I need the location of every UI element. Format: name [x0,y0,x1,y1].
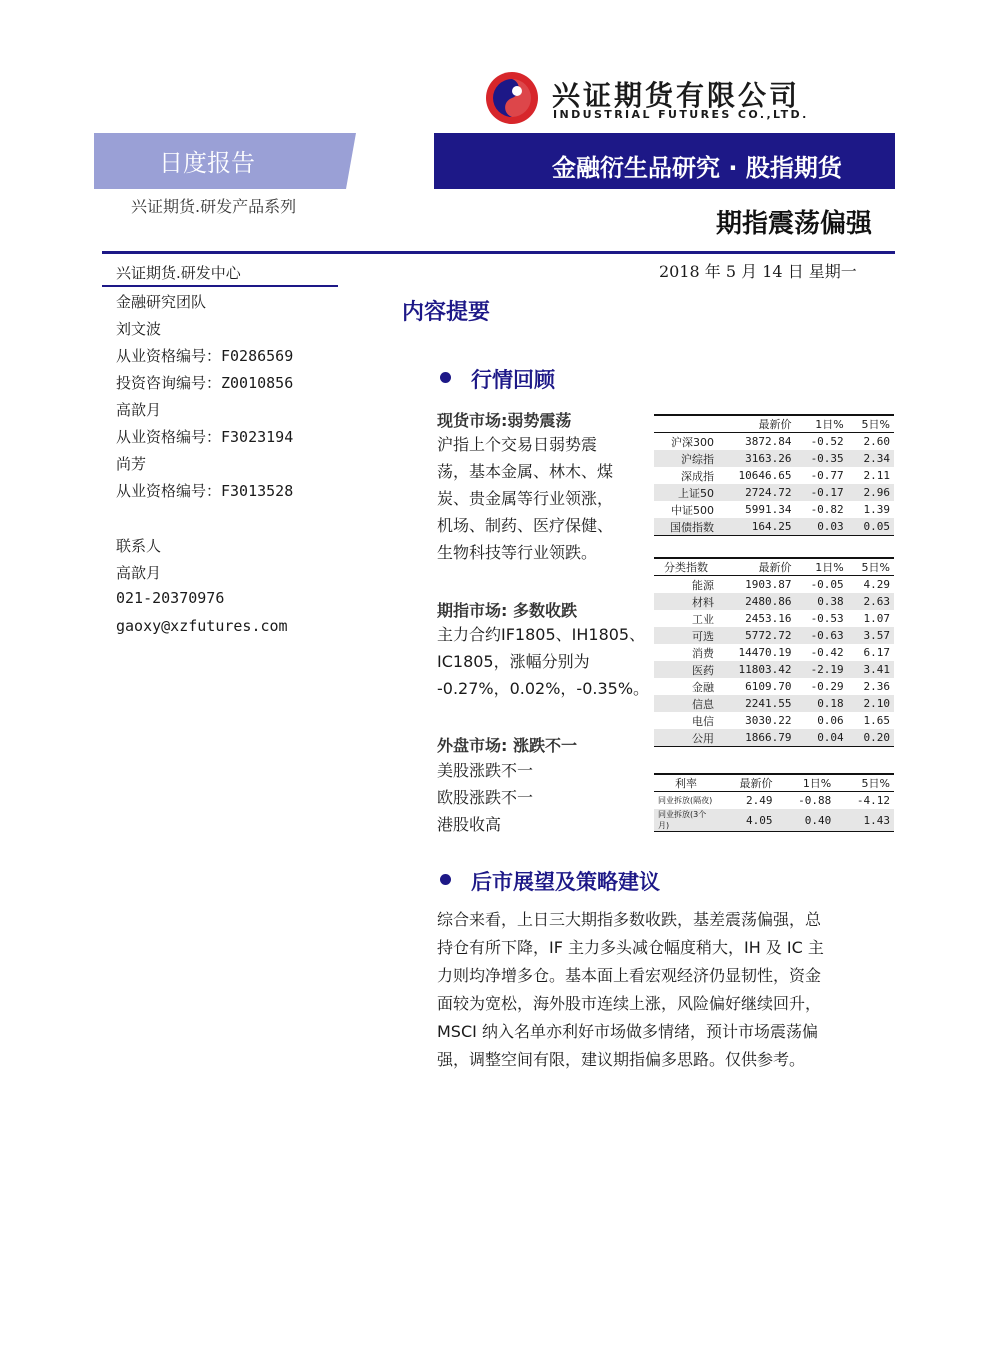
table-cell: -0.63 [795,627,847,644]
table-cell: 1.43 [835,809,894,832]
table-header: 利率 [654,774,718,792]
table-cell: 1.65 [863,714,890,727]
divider [102,285,338,287]
table-cell: -0.42 [810,646,844,659]
table-cell: 14470.19 [738,646,792,659]
table-cell: -0.88 [798,794,832,807]
analyst-name: 刘文波 [116,320,162,338]
bullet-icon [440,874,451,885]
table-cell: 3030.22 [745,714,792,727]
row-label: 工业 [692,612,714,626]
table-cell: 2.11 [863,469,890,482]
bullet-icon [440,372,451,383]
spot-market-head: 现货市场:弱势震荡 [437,411,572,430]
table-cell: 2.63 [848,593,894,610]
row-label: 同业拆放(隔夜) [658,796,713,805]
report-date: 2018 年 5 月 14 日 星期一 [659,262,857,281]
table-row [654,712,894,729]
table-cell: 3163.26 [718,450,795,467]
table-header: 1日% [795,558,847,576]
qualification-number: 从业资格编号：F3013528 [116,482,294,500]
table-cell: 0.40 [777,809,836,832]
table-cell: 0.04 [795,729,847,747]
contact-email[interactable]: gaoxy@xzfutures.com [116,617,288,635]
table-row [654,729,894,747]
table-row [654,501,894,518]
index-table [654,414,894,536]
table-cell: 1.39 [863,503,890,516]
row-label: 信息 [654,695,718,712]
table-cell: -0.17 [795,484,847,501]
divider [102,251,895,254]
table-cell: -0.82 [810,503,844,516]
table-row [654,678,894,695]
row-label: 材料 [654,593,718,610]
row-label: 同业拆放(3个月) [654,809,718,832]
table-row [654,809,894,832]
table-header: 分类指数 [654,558,718,576]
row-label: 能源 [692,578,714,592]
table-cell: 2.10 [848,695,894,712]
table-row [654,661,894,678]
table-row [654,576,894,594]
table-cell: 5772.72 [718,627,795,644]
table-cell: 5991.34 [745,503,792,516]
table-row [654,792,894,810]
row-label: 电信 [692,714,714,728]
page-title: 期指震荡偏强 [716,209,873,239]
table-header: 5日% [835,774,894,792]
row-label: 国债指数 [654,518,718,536]
spot-market-text: 沪指上个交易日弱势震 荡，基本金属、林木、煤 炭、贵金属等行业领涨， 机场、制药、医疗保健、 生物科技等行业领跌。 [437,435,614,562]
section-title: 后市展望及策略建议 [471,870,660,894]
section-title: 行情回顾 [471,368,555,392]
table-cell: 2480.86 [718,593,795,610]
rates-table [654,773,894,832]
table-cell: 2724.72 [718,484,795,501]
table-cell: 11803.42 [718,661,795,678]
table-header: 最新价 [718,774,777,792]
table-cell: 2.34 [848,450,894,467]
row-label: 消费 [692,646,714,660]
table-row [654,467,894,484]
table-row [654,450,894,467]
row-label: 沪综指 [654,450,718,467]
table-header [654,415,718,433]
table-cell: 2.60 [863,435,890,448]
table-cell: 0.18 [795,695,847,712]
table-cell: -4.12 [856,794,890,807]
table-cell: -0.35 [795,450,847,467]
table-cell: 3.41 [848,661,894,678]
table-cell: 2.96 [848,484,894,501]
table-header: 1日% [777,774,836,792]
report-type: 日度报告 [159,149,255,177]
team-name: 金融研究团队 [116,293,207,311]
table-cell: 2.49 [746,794,773,807]
table-cell: -0.53 [810,612,844,625]
table-cell: 4.29 [863,578,890,591]
table-row [654,433,894,451]
futures-market-text: 主力合约IF1805、IH1805、 IC1805，涨幅分别为 -0.27%，0.02%，-0.35%。 [437,625,650,698]
table-row [654,484,894,501]
table-cell: 3.57 [848,627,894,644]
table-row [654,610,894,627]
row-label: 金融 [692,680,714,694]
company-name-cn: 兴证期货有限公司 [552,79,801,112]
table-header: 最新价 [718,558,795,576]
foreign-market-text: 美股涨跌不一 欧股涨跌不一 港股收高 [437,761,534,834]
table-cell: 6109.70 [745,680,792,693]
table-header: 1日% [795,415,847,433]
analyst-name: 尚芳 [116,455,147,473]
contact-label: 联系人 [116,537,162,555]
company-logo-icon [485,71,539,125]
banner-title: 金融衍生品研究 · 股指期货 [552,154,842,182]
table-cell: 6.17 [863,646,890,659]
table-cell: 1.07 [863,612,890,625]
row-label: 可选 [654,627,718,644]
table-cell: -0.52 [810,435,844,448]
row-label: 公用 [654,729,718,747]
summary-title: 内容提要 [402,300,491,325]
research-center: 兴证期货.研发中心 [116,264,241,282]
row-label: 上证50 [654,484,718,501]
analyst-name: 高歆月 [116,401,162,419]
table-row [654,627,894,644]
table-row [654,644,894,661]
table-cell: 0.20 [848,729,894,747]
row-label: 沪深300 [671,435,714,449]
table-cell: -2.19 [795,661,847,678]
table-cell: 0.06 [817,714,844,727]
product-series: 兴证期货.研发产品系列 [131,197,297,216]
table-row [654,695,894,712]
table-header: 5日% [848,558,894,576]
contact-name: 高歆月 [116,564,162,582]
table-cell: 164.25 [718,518,795,536]
contact-phone: 021-20370976 [116,589,225,607]
table-cell: -0.05 [810,578,844,591]
table-cell: 0.05 [848,518,894,536]
consulting-number: 投资咨询编号：Z0010856 [116,374,294,392]
row-label: 医药 [654,661,718,678]
table-cell: 10646.65 [738,469,792,482]
table-cell: -0.29 [810,680,844,693]
table-cell: 0.03 [795,518,847,536]
row-label: 中证500 [671,503,714,517]
table-header: 最新价 [718,415,795,433]
foreign-market-head: 外盘市场: 涨跌不一 [437,736,577,755]
table-cell: 2.36 [863,680,890,693]
company-name-en: INDUSTRIAL FUTURES CO.,LTD. [553,108,809,121]
table-cell: 1866.79 [718,729,795,747]
outlook-text: 综合来看，上日三大期指多数收跌，基差震荡偏强，总 持仓有所下降，IF 主力多头减仓幅度稍大，IH 及 IC 主 力则均净增多仓。基本面上看宏观经济仍显韧性，资金 面较为宽松，海外股市连续上涨，风险偏好继续回升， MSCI 纳入名单亦利好市场做多情绪，预计市场震荡偏 强，调整空间有限，建议期指偏多思路。仅供参考。 [437,910,824,1069]
table-cell: -0.77 [810,469,844,482]
table-row [654,593,894,610]
table-header: 5日% [848,415,894,433]
table-cell: 3872.84 [745,435,792,448]
table-cell: 4.05 [718,809,777,832]
table-cell: 1903.87 [745,578,792,591]
futures-market-head: 期指市场: 多数收跌 [437,601,577,620]
table-cell: 2241.55 [718,695,795,712]
banner-divider [322,133,434,189]
row-label: 深成指 [681,469,714,483]
sector-table [654,557,894,747]
qualification-number: 从业资格编号：F3023194 [116,428,294,446]
table-row [654,518,894,536]
qualification-number: 从业资格编号：F0286569 [116,347,294,365]
table-cell: 0.38 [795,593,847,610]
table-cell: 2453.16 [745,612,792,625]
